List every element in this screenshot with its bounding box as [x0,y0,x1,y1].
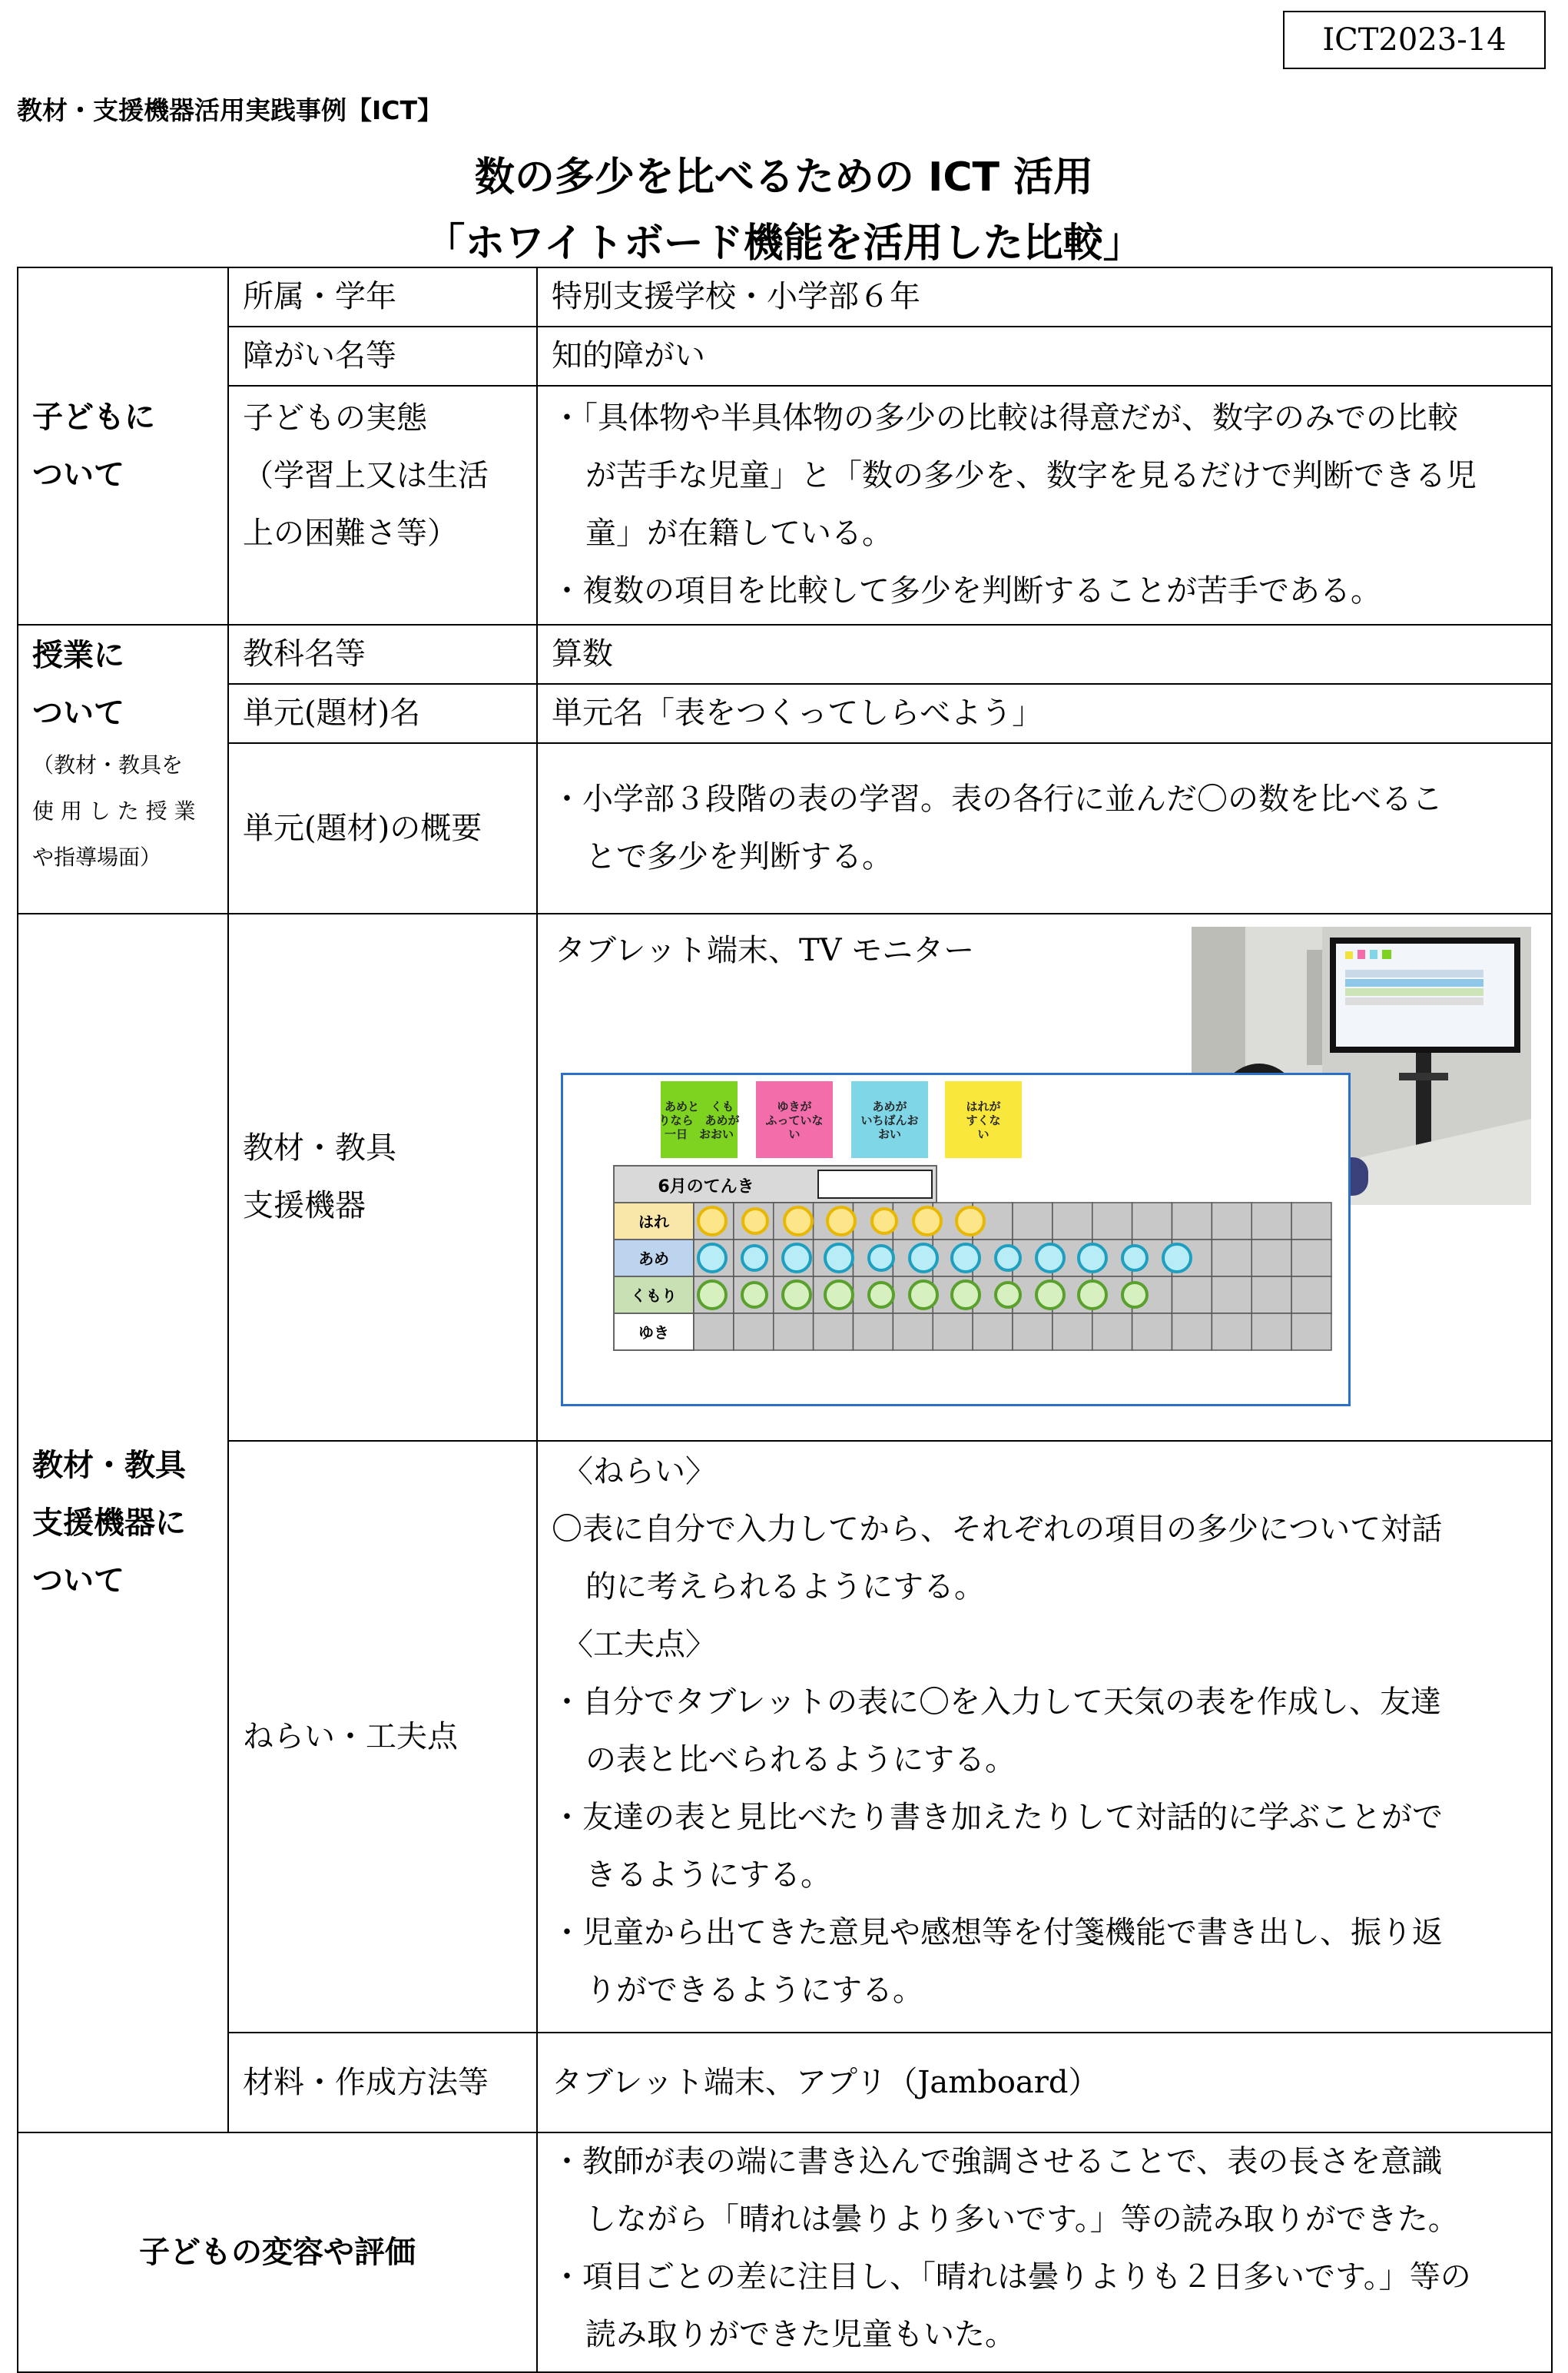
page-title-line-1: 数の多少を比べるための ICT 活用 [474,154,1094,201]
weather-mark-circle [869,1283,893,1307]
method-label: 材料・作成方法等 [228,2033,537,2132]
aim-label: ねらい・工夫点 [228,1441,537,2033]
affiliation-value: 特別支援学校・小学部６年 [537,267,1552,327]
weather-mark-circle [698,1207,726,1235]
weather-mark-circle [825,1244,853,1272]
row-label: くもり [631,1286,677,1305]
weather-mark-circle [996,1283,1020,1307]
equipment-value: タブレット端末、TV モニター [555,933,975,968]
affiliation-label: 所属・学年 [228,267,537,327]
overview-label: 単元(題材)の概要 [228,743,537,914]
evaluation-bullet-2: ・項目ごとの差に注目し、「晴れは曇りよりも２日多いです。」等の 読み取りができた児童もいた。 [552,2259,1471,2352]
sticky-note-text: あめが [872,1100,907,1113]
grid-cell [1251,1313,1291,1350]
weather-mark-circle [742,1283,767,1307]
weather-mark-circle [910,1281,937,1309]
sticky-note-text: ゆきが [777,1100,812,1113]
grid-cell [1291,1240,1331,1276]
weather-mark-circle [1163,1244,1191,1272]
evaluation-bullet-1: ・教師が表の端に書き込んで強調させることで、表の長さを意識 しながら「晴れは曇りより多いです。」等の読み取りができた。 [552,2144,1459,2237]
state-bullet-2: ・複数の項目を比較して多少を判断することが苦手である。 [552,573,1381,609]
grid-cell [1053,1203,1092,1240]
weather-mark-circle [910,1244,937,1272]
grid-cell [1251,1276,1291,1313]
row-label: ゆき [638,1323,669,1342]
weather-mark-circle [698,1281,726,1309]
grid-cell [1212,1203,1251,1240]
sticky-note-text: い [977,1127,990,1141]
evaluation-value [537,2132,1552,2372]
grid-cell [1132,1313,1172,1350]
grid-cell [1251,1203,1291,1240]
weather-mark-circle [827,1207,855,1235]
child-section-label: 子どもに ついて [18,267,228,625]
grid-cell [1092,1313,1132,1350]
grid-cell [1291,1276,1331,1313]
grid-cell [1053,1313,1092,1350]
grid-cell [1172,1313,1212,1350]
child-state-label: 子どもの実態 （学習上又は生活 上の困難さ等） [228,386,537,625]
grid-cell [1132,1203,1172,1240]
weather-mark-circle [825,1281,853,1309]
sticky-note-text: い [788,1127,801,1141]
idea-bullet-3: ・児童から出てきた意見や感想等を付箋機能で書き出し、振り返 りができるようにする。 [552,1915,1443,2008]
aim-text-1: 〇表に自分で入力してから、それぞれの項目の多少について対話 [552,1512,1443,1547]
grid-cell [1291,1313,1331,1350]
grid-cell [854,1313,893,1350]
sticky-note-text: いちばんお [860,1113,919,1127]
sticky-note-text: あめと くも [664,1100,734,1113]
weather-mark-circle [952,1244,980,1272]
overview-value: ・小学部３段階の表の学習。表の各行に並んだ〇の数を比べるこ とで多少を判断する。 [537,743,1552,914]
ideas-heading: 〈工夫点〉 [562,1627,716,1662]
unit-value: 単元名「表をつくってしらべよう」 [537,684,1552,743]
grid-cell [933,1313,973,1350]
sticky-note-text: ふっていな [765,1113,824,1127]
weather-mark-circle [956,1207,984,1235]
weather-mark-circle [996,1246,1020,1270]
weather-mark-circle [869,1246,893,1270]
weather-mark-circle [1079,1244,1106,1272]
weather-mark-circle [872,1209,897,1233]
grid-cell [1212,1276,1251,1313]
document-id-box: ICT2023-14 [1283,11,1546,69]
subject-label: 教科名等 [228,625,537,684]
subject-value: 算数 [537,625,1552,684]
weather-mark-circle [1079,1281,1106,1309]
weather-mark-circle [783,1244,811,1272]
evaluation-label: 子どもの変容や評価 [18,2132,537,2372]
weather-mark-circle [743,1209,767,1233]
sticky-note-text: すくな [966,1113,1001,1127]
jamboard-screen [561,1073,1351,1406]
grid-cell [694,1313,734,1350]
unit-label: 単元(題材)名 [228,684,537,743]
case-table [17,267,1553,2373]
row-label: あめ [638,1250,669,1268]
weather-mark-circle [1036,1244,1064,1272]
grid-cell [1172,1276,1212,1313]
grid-cell [1092,1203,1132,1240]
page-title-line-2: 「ホワイトボード機能を活用した比較」 [425,221,1143,267]
lesson-section-label: 授業に ついて （教材・教具を 使 用 し た 授 業 や指導場面） [18,625,228,914]
weather-mark-circle [742,1246,767,1270]
weather-mark-circle [1036,1281,1064,1309]
weather-mark-circle [784,1207,812,1235]
grid-cell [1013,1313,1053,1350]
child-state-value [537,386,1552,625]
grid-cell [1172,1203,1212,1240]
weather-mark-circle [1122,1246,1147,1270]
weather-mark-circle [913,1207,941,1235]
method-value: タブレット端末、アプリ（Jamboard） [537,2033,1552,2132]
row-label: はれ [638,1213,669,1231]
materials-section-label: 教材・教具 支援機器に ついて [18,914,228,2132]
jamboard-canvas [563,1075,1348,1404]
table-title-input [818,1170,932,1198]
aim-heading: 〈ねらい〉 [562,1454,716,1489]
idea-bullet-1: ・自分でタブレットの表に〇を入力して天気の表を作成し、友達 の表と比べられるようにする。 [552,1684,1441,1777]
weather-mark-circle [783,1281,811,1309]
disability-label: 障がい名等 [228,327,537,386]
grid-cell [1212,1313,1251,1350]
grid-cell [973,1313,1013,1350]
disability-value: 知的障がい [537,327,1552,386]
grid-cell [734,1313,774,1350]
aim-text-2: 的に考えられるようにする。 [585,1569,985,1605]
grid-cell [814,1313,854,1350]
grid-cell [1212,1240,1251,1276]
sticky-note-text: 一日 おおい [664,1127,734,1141]
sticky-note-text: はれが [966,1100,1001,1113]
grid-cell [893,1313,933,1350]
sticky-note-text: おい [877,1127,902,1141]
aim-value [537,1441,1552,2033]
idea-bullet-2: ・友達の表と見比べたり書き加えたりして対話的に学ぶことがで きるようにする。 [552,1800,1443,1893]
weather-mark-circle [698,1244,726,1272]
grid-cell [1291,1203,1331,1240]
weather-mark-circle [952,1281,980,1309]
state-bullet-1: ・「具体物や半具体物の多少の比較は得意だが、数字のみでの比較 が苦手な児童」と「数の多少を、数字を見るだけで判断できる児 童」が在籍している。 [552,400,1477,551]
grid-cell [1251,1240,1291,1276]
equipment-value-cell [537,914,1552,1441]
equipment-label: 教材・教具 支援機器 [228,914,537,1441]
grid-cell [1013,1203,1053,1240]
table-title: 6月のてんき [658,1177,754,1196]
weather-mark-circle [1122,1283,1147,1307]
sticky-note-text: りなら あめが [658,1113,740,1127]
grid-cell [774,1313,814,1350]
header-label: 教材・支援機器活用実践事例【ICT】 [17,95,443,125]
